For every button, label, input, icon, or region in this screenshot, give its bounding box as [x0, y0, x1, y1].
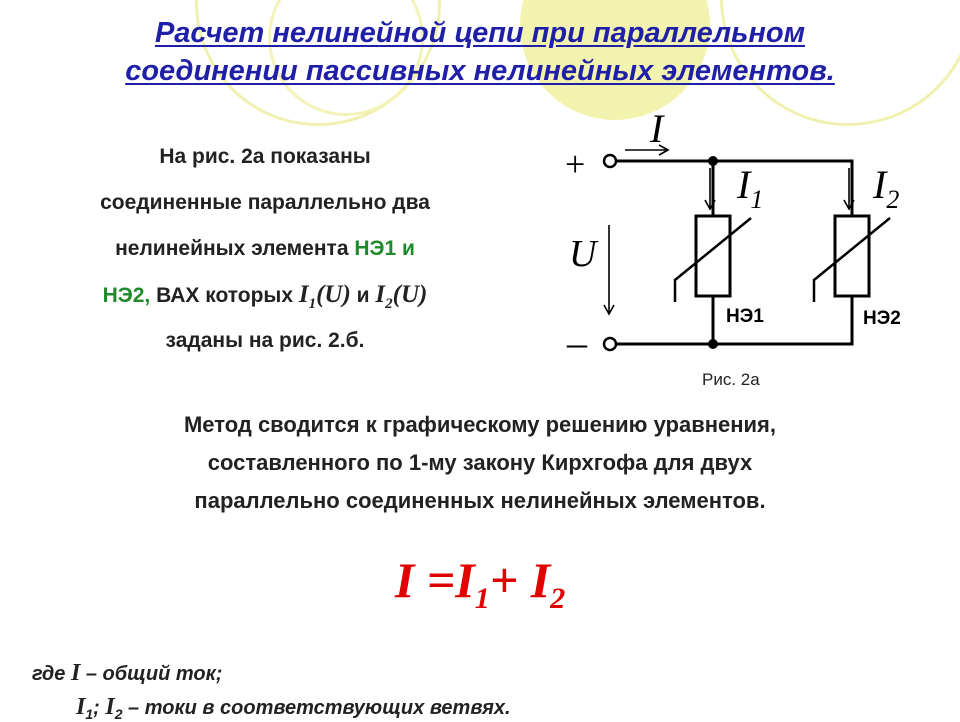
legend-prefix: где	[32, 663, 71, 685]
intro-line-4-text: ВАХ которых	[150, 284, 299, 307]
method-line-2: составленного по 1-му закону Кирхгофа для двух	[207, 450, 753, 475]
title-line-1: Расчет нелинейной цепи при параллельном	[154, 17, 806, 49]
legend-line-2	[76, 694, 511, 722]
slide-title	[0, 14, 960, 90]
intro-line-1: На рис. 2а показаны	[159, 145, 371, 168]
intro-line-2: соединенные параллельно два	[100, 191, 430, 214]
formula-sub-2: 2	[550, 582, 566, 615]
minus-label: –	[567, 320, 587, 360]
formula-plus: + I	[489, 552, 551, 608]
legend-i2-subscript: 2	[114, 706, 123, 722]
legend-description: – общий ток;	[80, 663, 223, 685]
legend-line-1	[32, 660, 222, 687]
method-paragraph	[0, 406, 960, 520]
kirchhoff-formula	[0, 550, 960, 629]
legend-branch-description: – токи в соответствующих ветвях.	[122, 697, 511, 719]
intro-line-4	[0, 272, 530, 318]
intro-paragraph	[0, 134, 530, 364]
current-2-label: $I_2$	[873, 162, 900, 214]
title-line-2: соединении пассивных нелинейных элементов.	[125, 55, 835, 87]
circuit-diagram	[555, 110, 955, 360]
legend-symbol: I	[70, 660, 81, 686]
intro-line-5: заданы на рис. 2.б.	[165, 329, 365, 352]
terminal-minus	[604, 338, 616, 350]
i2-of-u	[375, 281, 428, 312]
figure-caption: Рис. 2а	[702, 370, 760, 389]
i1-argument: (U)	[316, 281, 351, 308]
ne2-label: НЭ2	[863, 308, 901, 329]
intro-line-3-text: нелинейных элемента	[115, 237, 355, 260]
method-line-1: Метод сводится к графическому решению уравнения,	[183, 412, 777, 437]
junction-top	[708, 156, 718, 166]
junction-bottom	[708, 339, 718, 349]
legend-i1-symbol: I	[76, 694, 86, 720]
current-1-label: $I_1$	[737, 162, 764, 214]
i1-subscript: 1	[308, 296, 317, 312]
method-line-3: параллельно соединенных нелинейных элементов.	[194, 488, 766, 513]
current-total-label: I	[650, 110, 664, 151]
i1-symbol: I	[298, 281, 309, 308]
i2-argument: (U)	[392, 281, 428, 308]
element-name-ne1: НЭ1 и	[354, 237, 415, 260]
i2-subscript: 2	[385, 296, 393, 312]
formula-sub-1: 1	[474, 582, 490, 615]
ne1-resistor	[696, 216, 730, 296]
intro-and: и	[350, 284, 376, 307]
plus-label: +	[565, 144, 586, 184]
intro-line-3	[0, 226, 530, 272]
top-wire	[610, 161, 852, 216]
i2-symbol: I	[375, 281, 386, 308]
i1-of-u	[298, 281, 351, 312]
terminal-plus	[604, 155, 616, 167]
ne1-label: НЭ1	[726, 306, 764, 327]
formula-lhs: I =I	[394, 552, 475, 608]
ne2-resistor	[835, 216, 869, 296]
legend-i2-symbol: I	[105, 694, 115, 720]
voltage-label: U	[569, 233, 597, 275]
legend-separator: ;	[93, 697, 106, 719]
element-name-ne2: НЭ2,	[102, 284, 151, 307]
legend-i1-subscript: 1	[85, 706, 94, 722]
